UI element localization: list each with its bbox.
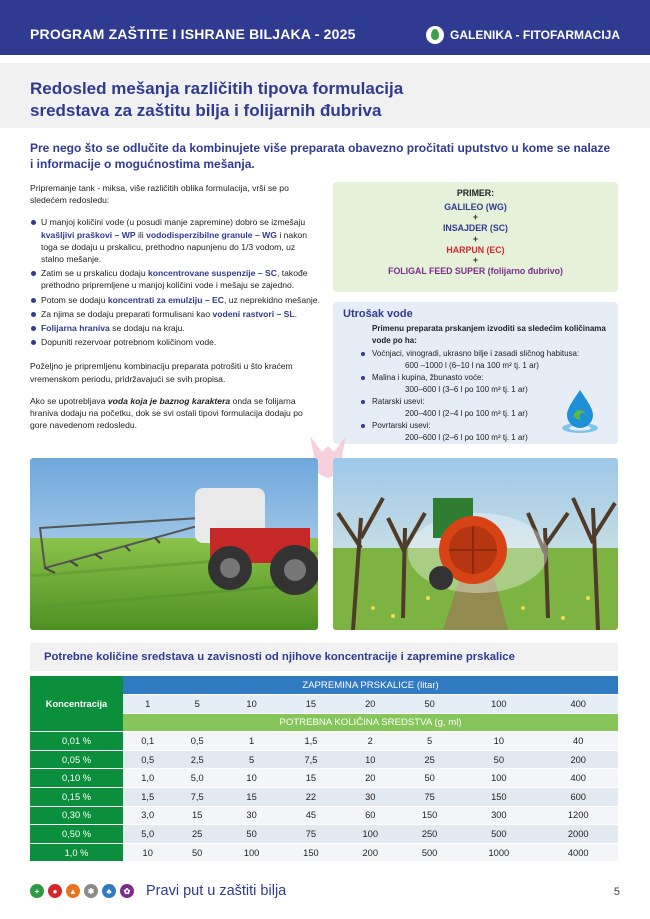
photo-field-sprayer bbox=[30, 458, 318, 630]
crop-group: Povrtarski usevi: bbox=[372, 421, 431, 430]
amount-cell: 45 bbox=[281, 806, 340, 825]
orchard-sprayer-image bbox=[333, 458, 618, 630]
table-row bbox=[30, 750, 618, 769]
amount-cell: 200 bbox=[341, 843, 400, 862]
basic-water-note bbox=[30, 395, 320, 432]
galenika-logo-icon bbox=[426, 26, 444, 44]
water-usage-intro: Primenu preparata prskanjem izvoditi sa sledećim količinama vode po ha: bbox=[372, 324, 606, 345]
volume-value: 20 bbox=[341, 695, 400, 714]
example-title: PRIMER: bbox=[456, 188, 495, 198]
concentration-label: 0,50 % bbox=[30, 825, 123, 844]
amount-cell: 40 bbox=[538, 732, 618, 751]
amount-cell: 15 bbox=[222, 788, 281, 807]
table-row bbox=[30, 825, 618, 844]
step-text: Potom se dodaju bbox=[41, 294, 108, 305]
step-item bbox=[30, 308, 320, 320]
amount-cell: 0,5 bbox=[172, 732, 221, 751]
table-title: Potrebne količine sredstava u zavisnosti od njihove koncentracije i zapremine prskalice bbox=[44, 651, 515, 663]
water-amount: 200–400 l (2–4 l po 100 m² tj. 1 ar) bbox=[405, 409, 528, 418]
plus-cross-icon: + bbox=[30, 884, 44, 898]
crop-group: Ratarski usevi: bbox=[372, 397, 425, 406]
formulation-foliar: Folijarna hraniva bbox=[41, 323, 110, 334]
water-amount: 200–600 l (2–6 l po 100 m² tj. 1 ar) bbox=[405, 433, 528, 442]
step-text: U manjoj količini vode (u posudi manje zapremine) dobro se izmešaju bbox=[41, 217, 306, 228]
example-item-foligal: FOLIGAL FEED SUPER (folijarno đubrivo) bbox=[388, 265, 563, 276]
amount-cell: 150 bbox=[400, 806, 459, 825]
step-item bbox=[30, 267, 320, 291]
water-usage-item bbox=[359, 348, 608, 372]
note-text: Ako se upotrebljava bbox=[30, 395, 108, 406]
tank-mix-advice: Poželjno je pripremljenu kombinaciju preparata potrošiti u što kraćem vremenskom periodu, pridržavajući se svih propisa. bbox=[30, 361, 293, 384]
amount-cell: 1,0 bbox=[123, 769, 172, 788]
table-row bbox=[30, 732, 618, 751]
amount-cell: 500 bbox=[400, 843, 459, 862]
concentration-label: 0,05 % bbox=[30, 750, 123, 769]
dosage-rows bbox=[30, 732, 618, 862]
amount-cell: 2000 bbox=[538, 825, 618, 844]
step-text: . bbox=[294, 308, 298, 319]
step-item bbox=[30, 294, 320, 306]
amount-cell: 15 bbox=[172, 806, 221, 825]
step-text: i nakon toga se dodaju u prskalicu, prethodno napunjenu do 1/3 vodom, uz stalno mešanje. bbox=[41, 229, 308, 265]
example-box bbox=[333, 182, 618, 292]
drop-icon: ● bbox=[48, 884, 62, 898]
amount-cell: 2 bbox=[341, 732, 400, 751]
flame-icon: ▲ bbox=[66, 884, 80, 898]
brand bbox=[426, 26, 620, 44]
amount-cell: 50 bbox=[459, 750, 538, 769]
page-number: 5 bbox=[613, 886, 620, 898]
step-text: se dodaju na kraju. bbox=[109, 323, 185, 334]
amount-cell: 7,5 bbox=[281, 750, 340, 769]
plus-sign: + bbox=[472, 233, 479, 244]
note-emphasis: voda koja je baznog karaktera bbox=[107, 395, 231, 406]
program-title: PROGRAM ZAŠTITE I ISHRANE BILJAKA - 2025 bbox=[30, 26, 356, 42]
formulation-wg: vododisperzibilne granule – WG bbox=[146, 229, 277, 240]
note-text: onda se folijarna hraniva dodaju na početku, dok se svi ostali tipovi formulacija dodaju po gore navedenom redosledu. bbox=[30, 395, 303, 431]
amount-cell: 100 bbox=[459, 769, 538, 788]
amount-cell: 25 bbox=[172, 825, 221, 844]
amount-cell: 1 bbox=[222, 732, 281, 751]
brand-name: GALENIKA - FITOFARMACIJA bbox=[450, 28, 620, 42]
field-sprayer-image bbox=[30, 458, 318, 630]
amount-cell: 5 bbox=[400, 732, 459, 751]
water-usage-box bbox=[333, 302, 618, 444]
concentration-label: 0,01 % bbox=[30, 732, 123, 751]
footer-slogan: Pravi put u zaštiti bilja bbox=[146, 883, 287, 899]
amount-cell: 5 bbox=[222, 750, 281, 769]
table-row bbox=[30, 769, 618, 788]
amount-cell: 50 bbox=[400, 769, 459, 788]
top-bar bbox=[0, 0, 650, 55]
volume-header-row bbox=[30, 676, 618, 695]
amount-cell: 50 bbox=[222, 825, 281, 844]
amount-cell: 1200 bbox=[538, 806, 618, 825]
mixing-instructions bbox=[30, 182, 320, 441]
amount-cell: 500 bbox=[459, 825, 538, 844]
amount-cell: 30 bbox=[341, 788, 400, 807]
amount-cell: 25 bbox=[400, 750, 459, 769]
step-item bbox=[30, 216, 320, 265]
formulation-sl: vodeni rastvori – SL bbox=[212, 308, 295, 319]
crop-group: Malina i kupina, žbunasto voće: bbox=[372, 373, 484, 382]
amount-cell: 0,1 bbox=[123, 732, 172, 751]
amount-cell: 75 bbox=[400, 788, 459, 807]
amount-cell: 15 bbox=[281, 769, 340, 788]
intro-text: Pripremanje tank - miksa, više različitih oblika formulacija, vrši se po sledećem redosledu: bbox=[30, 183, 289, 206]
amount-cell: 100 bbox=[222, 843, 281, 862]
volume-value: 5 bbox=[172, 695, 221, 714]
formulation-ec: koncentrati za emulziju – EC bbox=[107, 294, 224, 305]
photo-orchard-sprayer bbox=[333, 458, 618, 630]
concentration-header: Koncentracija bbox=[30, 676, 123, 732]
step-text: Dopuniti rezervoar potrebnom količinom vode. bbox=[41, 337, 217, 348]
step-text: , uz neprekidno mešanje. bbox=[223, 294, 320, 305]
amount-cell: 600 bbox=[538, 788, 618, 807]
amount-cell: 22 bbox=[281, 788, 340, 807]
formulation-wp: kvašljivi praškovi – WP bbox=[41, 229, 136, 240]
lead-warning: Pre nego što se odlučite da kombinujete više preparata obavezno pročitati uputstvo u kome se nalaze i informacije o mogućnostima mešanja. bbox=[30, 141, 611, 171]
volume-value: 50 bbox=[400, 695, 459, 714]
plus-sign: + bbox=[472, 212, 479, 223]
dosage-table bbox=[30, 676, 618, 862]
volume-value: 400 bbox=[538, 695, 618, 714]
example-item-insajder: INSAJDER (SC) bbox=[442, 223, 508, 234]
amount-cell: 0,5 bbox=[123, 750, 172, 769]
amount-cell: 10 bbox=[459, 732, 538, 751]
step-text: , takođe prethodno pripremljene u manjoj količini vode i mešaju se zajedno. bbox=[41, 268, 308, 291]
table-row bbox=[30, 843, 618, 862]
concentration-label: 1,0 % bbox=[30, 843, 123, 862]
amount-cell: 20 bbox=[341, 769, 400, 788]
plus-sign: + bbox=[472, 254, 479, 265]
amount-cell: 1000 bbox=[459, 843, 538, 862]
formulation-sc: koncentrovane suspenzije – SC bbox=[148, 268, 277, 279]
volume-value: 10 bbox=[222, 695, 281, 714]
amount-cell: 400 bbox=[538, 769, 618, 788]
step-text: Zatim se u prskalicu dodaju bbox=[41, 268, 148, 279]
amount-cell: 3,0 bbox=[123, 806, 172, 825]
amount-cell: 150 bbox=[459, 788, 538, 807]
leaf-icon: ♣ bbox=[102, 884, 116, 898]
water-drop-icon bbox=[560, 388, 600, 434]
amount-cell: 5,0 bbox=[123, 825, 172, 844]
amount-cell: 1,5 bbox=[123, 788, 172, 807]
amount-cell: 5,0 bbox=[172, 769, 221, 788]
table-row bbox=[30, 806, 618, 825]
concentration-label: 0,15 % bbox=[30, 788, 123, 807]
step-text: ili bbox=[135, 229, 147, 240]
flower-icon: ✿ bbox=[120, 884, 134, 898]
example-item-harpun: HARPUN (EC) bbox=[446, 244, 505, 255]
amount-cell: 300 bbox=[459, 806, 538, 825]
amount-cell: 10 bbox=[123, 843, 172, 862]
crop-group: Voćnjaci, vinogradi, ukrasno bilje i zasadi sličnog habitusa: bbox=[372, 349, 580, 358]
concentration-label: 0,30 % bbox=[30, 806, 123, 825]
volume-value: 15 bbox=[281, 695, 340, 714]
section-title-line2: sredstava za zaštitu bilja i folijarnih đubriva bbox=[30, 101, 382, 120]
amount-cell: 200 bbox=[538, 750, 618, 769]
step-text: Za njima se dodaju preparati formulisani kao bbox=[41, 308, 213, 319]
amount-cell: 100 bbox=[341, 825, 400, 844]
section-header bbox=[0, 63, 650, 128]
amount-cell: 75 bbox=[281, 825, 340, 844]
volume-value: 100 bbox=[459, 695, 538, 714]
amount-cell: 7,5 bbox=[172, 788, 221, 807]
volume-value: 1 bbox=[123, 695, 172, 714]
example-item-galileo: GALILEO (WG) bbox=[444, 202, 507, 213]
section-title-line1: Redosled mešanja različitih tipova formulacija bbox=[30, 79, 404, 98]
amount-header: POTREBNA KOLIČINA SREDSTVA (g, ml) bbox=[123, 713, 618, 732]
amount-cell: 50 bbox=[172, 843, 221, 862]
amount-cell: 1,5 bbox=[281, 732, 340, 751]
step-item bbox=[30, 336, 320, 348]
amount-cell: 2,5 bbox=[172, 750, 221, 769]
step-item bbox=[30, 322, 320, 334]
footer bbox=[30, 883, 286, 899]
amount-cell: 30 bbox=[222, 806, 281, 825]
amount-cell: 250 bbox=[400, 825, 459, 844]
water-amount: 600 –1000 l (6–10 l na 100 m² tj. 1 ar) bbox=[405, 361, 539, 370]
amount-cell: 10 bbox=[341, 750, 400, 769]
water-usage-title: Utrošak vode bbox=[343, 308, 413, 320]
water-amount: 300–600 l (3–6 l po 100 m² tj. 1 ar) bbox=[405, 385, 528, 394]
amount-cell: 10 bbox=[222, 769, 281, 788]
concentration-label: 0,10 % bbox=[30, 769, 123, 788]
section-title bbox=[30, 78, 450, 122]
mixing-steps bbox=[30, 216, 320, 348]
amount-cell: 4000 bbox=[538, 843, 618, 862]
volume-header: ZAPREMINA PRSKALICE (litar) bbox=[123, 676, 618, 695]
amount-cell: 60 bbox=[341, 806, 400, 825]
amount-cell: 150 bbox=[281, 843, 340, 862]
insect-icon: ✱ bbox=[84, 884, 98, 898]
table-row bbox=[30, 788, 618, 807]
